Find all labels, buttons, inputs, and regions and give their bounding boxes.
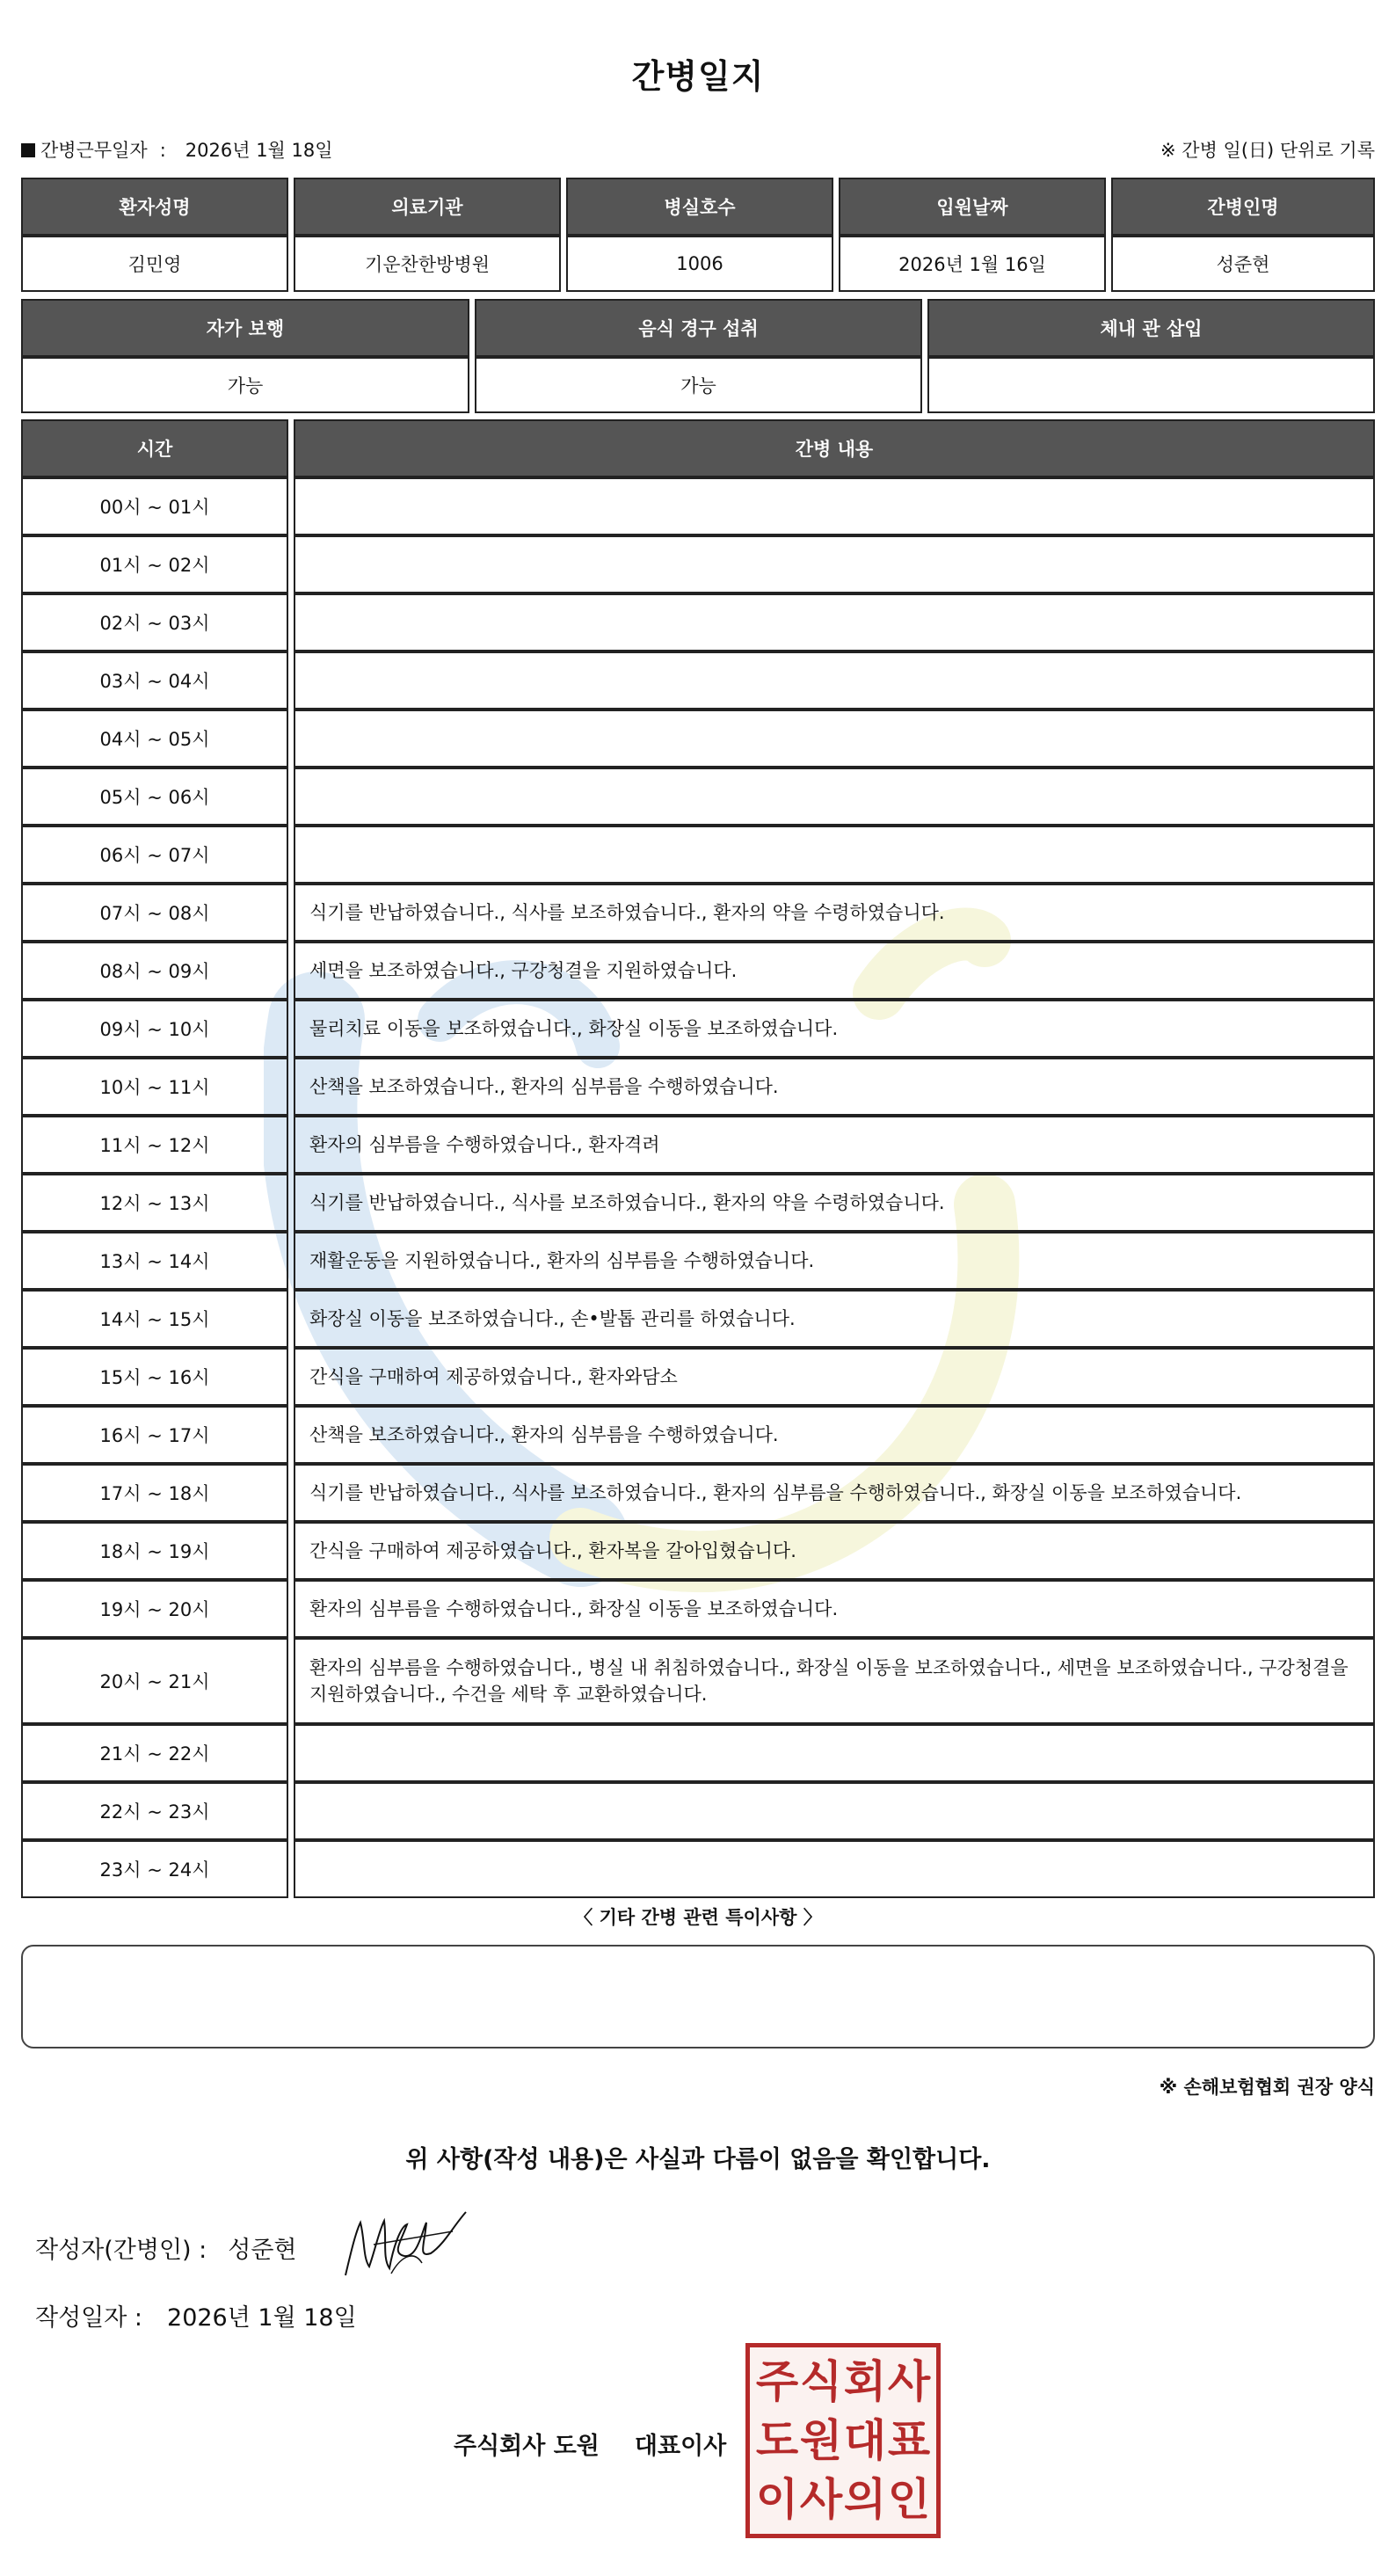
table-row [21, 535, 1375, 593]
caregiver-name: 성준현 [1111, 236, 1375, 292]
log-time: 21시 ~ 22시 [21, 1724, 288, 1782]
walking-value: 가능 [21, 357, 469, 413]
log-content: 간식을 구매하여 제공하였습니다., 환자와담소 [294, 1348, 1375, 1406]
table-row [21, 826, 1375, 884]
tube-value [927, 357, 1375, 413]
seal-char: 사 [799, 2473, 843, 2525]
company-seal [745, 2343, 941, 2538]
log-content: 세면을 보조하였습니다., 구강청결을 지원하였습니다. [294, 942, 1375, 1000]
log-time: 14시 ~ 15시 [21, 1290, 288, 1348]
patient-name: 김민영 [21, 236, 288, 292]
patient-header-row [21, 178, 1375, 236]
log-content: 환자의 심부름을 수행하였습니다., 병실 내 취침하였습니다., 화장실 이동을 보조하였습니다., 세면을 보조하였습니다., 구강청결을 지원하였습니다., 수건을 세탁 후 교환하였습니다. [294, 1638, 1375, 1724]
care-log-table [21, 419, 1375, 1898]
patient-table [21, 178, 1375, 292]
table-row [21, 477, 1375, 535]
log-time: 10시 ~ 11시 [21, 1058, 288, 1116]
table-row [21, 1464, 1375, 1522]
header-tube: 체내 관 삽입 [927, 299, 1375, 357]
seal-char: 대 [843, 2414, 887, 2466]
log-content: 환자의 심부름을 수행하였습니다., 환자격려 [294, 1116, 1375, 1174]
work-date-colon: : [159, 140, 166, 161]
header-caregiver: 간병인명 [1111, 178, 1375, 236]
table-row [21, 1174, 1375, 1232]
work-date-label: 간병근무일자 [40, 140, 148, 161]
writer-label: 작성자(간병인) : [35, 2237, 207, 2264]
seal-char: 인 [887, 2473, 931, 2525]
header-content: 간병 내용 [294, 419, 1375, 477]
writer-line [35, 2230, 297, 2265]
table-row [21, 1000, 1375, 1058]
written-date-label: 작성일자 : [35, 2304, 143, 2332]
table-row [21, 1724, 1375, 1782]
log-content: 식기를 반납하였습니다., 식사를 보조하였습니다., 환자의 심부름을 수행하였습니다., 화장실 이동을 보조하였습니다. [294, 1464, 1375, 1522]
work-date [21, 136, 333, 163]
log-content: 화장실 이동을 보조하였습니다., 손•발톱 관리를 하였습니다. [294, 1290, 1375, 1348]
patient-value-row [21, 236, 1375, 292]
table-row [21, 1232, 1375, 1290]
log-time: 13시 ~ 14시 [21, 1232, 288, 1290]
log-time: 00시 ~ 01시 [21, 477, 288, 535]
log-content: 재활운동을 지원하였습니다., 환자의 심부름을 수행하였습니다. [294, 1232, 1375, 1290]
unit-note: ※ 간병 일(日) 단위로 기록 [1160, 140, 1375, 161]
table-row [21, 1116, 1375, 1174]
form-note: ※ 손해보험협회 권장 양식 [1159, 2077, 1375, 2098]
square-bullet-icon [21, 143, 35, 157]
log-content: 간식을 구매하여 제공하였습니다., 환자복을 갈아입혔습니다. [294, 1522, 1375, 1580]
log-content [294, 1782, 1375, 1840]
log-content [294, 535, 1375, 593]
table-row [21, 1406, 1375, 1464]
oral-intake-value: 가능 [475, 357, 922, 413]
log-content [294, 593, 1375, 651]
seal-char: 원 [799, 2414, 843, 2466]
notes-box [21, 1945, 1375, 2048]
log-time: 20시 ~ 21시 [21, 1638, 288, 1724]
log-content [294, 1840, 1375, 1898]
log-time: 22시 ~ 23시 [21, 1782, 288, 1840]
header-admission-date: 입원날짜 [839, 178, 1106, 236]
seal-char: 사 [887, 2356, 931, 2408]
table-row [21, 1348, 1375, 1406]
table-row [21, 709, 1375, 768]
header-time: 시간 [21, 419, 288, 477]
table-row [21, 884, 1375, 942]
log-content: 산책을 보조하였습니다., 환자의 심부름을 수행하였습니다. [294, 1058, 1375, 1116]
log-time: 16시 ~ 17시 [21, 1406, 288, 1464]
log-content [294, 1724, 1375, 1782]
log-content [294, 826, 1375, 884]
table-row [21, 1580, 1375, 1638]
confirm-statement: 위 사항(작성 내용)은 사실과 다름이 없음을 확인합니다. [405, 2146, 991, 2173]
log-time: 17시 ~ 18시 [21, 1464, 288, 1522]
log-time: 07시 ~ 08시 [21, 884, 288, 942]
log-content [294, 768, 1375, 826]
hospital-name: 기운찬한방병원 [294, 236, 561, 292]
admission-date: 2026년 1월 16일 [839, 236, 1106, 292]
meta-row [21, 136, 1375, 164]
log-content: 산책을 보조하였습니다., 환자의 심부름을 수행하였습니다. [294, 1406, 1375, 1464]
log-time: 12시 ~ 13시 [21, 1174, 288, 1232]
log-time: 11시 ~ 12시 [21, 1116, 288, 1174]
log-content: 환자의 심부름을 수행하였습니다., 화장실 이동을 보조하였습니다. [294, 1580, 1375, 1638]
header-room: 병실호수 [566, 178, 833, 236]
log-time: 19시 ~ 20시 [21, 1580, 288, 1638]
header-oral-intake: 음식 경구 섭취 [475, 299, 922, 357]
company-line [454, 2427, 726, 2461]
status-value-row [21, 357, 1375, 413]
table-row [21, 1840, 1375, 1898]
log-time: 06시 ~ 07시 [21, 826, 288, 884]
seal-char: 의 [843, 2473, 887, 2525]
company-role: 대표이사 [634, 2433, 727, 2460]
table-row [21, 593, 1375, 651]
written-date-line [35, 2298, 357, 2332]
room-number: 1006 [566, 236, 833, 292]
notes-title: 〈 기타 간병 관련 특이사항 〉 [574, 1907, 822, 1928]
log-time: 03시 ~ 04시 [21, 651, 288, 709]
status-table [21, 299, 1375, 413]
seal-char: 이 [755, 2473, 799, 2525]
work-date-value: 2026년 1월 18일 [185, 140, 333, 161]
written-date-value: 2026년 1월 18일 [167, 2304, 357, 2332]
log-content: 식기를 반납하였습니다., 식사를 보조하였습니다., 환자의 약을 수령하였습니다. [294, 1174, 1375, 1232]
log-body [21, 477, 1375, 1898]
log-time: 15시 ~ 16시 [21, 1348, 288, 1406]
log-content [294, 477, 1375, 535]
log-content [294, 651, 1375, 709]
table-row [21, 1058, 1375, 1116]
log-time: 18시 ~ 19시 [21, 1522, 288, 1580]
log-time: 02시 ~ 03시 [21, 593, 288, 651]
seal-char: 식 [799, 2356, 843, 2408]
log-header-row [21, 419, 1375, 477]
table-row [21, 651, 1375, 709]
log-time: 01시 ~ 02시 [21, 535, 288, 593]
table-row [21, 942, 1375, 1000]
company-name: 주식회사 도원 [454, 2433, 600, 2460]
header-patient-name: 환자성명 [21, 178, 288, 236]
log-content [294, 709, 1375, 768]
log-time: 23시 ~ 24시 [21, 1840, 288, 1898]
log-time: 09시 ~ 10시 [21, 1000, 288, 1058]
log-time: 04시 ~ 05시 [21, 709, 288, 768]
header-walking: 자가 보행 [21, 299, 469, 357]
signature [338, 2205, 470, 2284]
log-content: 식기를 반납하였습니다., 식사를 보조하였습니다., 환자의 약을 수령하였습니다. [294, 884, 1375, 942]
log-time: 05시 ~ 06시 [21, 768, 288, 826]
table-row [21, 768, 1375, 826]
status-header-row [21, 299, 1375, 357]
table-row [21, 1782, 1375, 1840]
log-time: 08시 ~ 09시 [21, 942, 288, 1000]
table-row [21, 1522, 1375, 1580]
writer-name: 성준현 [228, 2237, 297, 2264]
table-row [21, 1290, 1375, 1348]
seal-char: 주 [755, 2356, 799, 2408]
seal-char: 도 [755, 2414, 799, 2466]
seal-char: 회 [843, 2356, 887, 2408]
log-content: 물리치료 이동을 보조하였습니다., 화장실 이동을 보조하였습니다. [294, 1000, 1375, 1058]
page-title: 간병일지 [631, 57, 765, 96]
seal-char: 표 [887, 2414, 931, 2466]
header-hospital: 의료기관 [294, 178, 561, 236]
table-row [21, 1638, 1375, 1724]
